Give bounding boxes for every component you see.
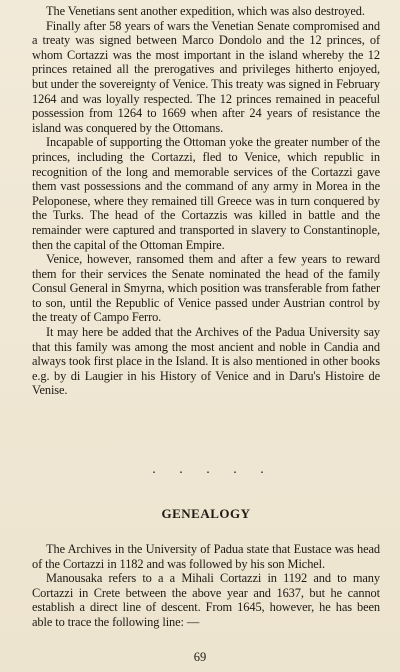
history-text: [32, 4, 380, 398]
section-separator: . . . . .: [152, 462, 274, 478]
paragraph-venetian-expedition: The Venetians sent another expedition, which was also destroyed.: [46, 4, 365, 18]
section-heading-genealogy: GENEALOGY: [161, 506, 251, 522]
genealogy-text: [32, 542, 380, 630]
paragraph-ottoman-yoke: Incapable of supporting the Ottoman yoke the greater number of the princes, including the Cortazzi, fled to Venice, which republic in recognition of the long and memorable services of the Cortazzi gave them vast possessions and the command of any army in Morea in the Peloponese, where they remained till Greece was in turn conquered by the Turks. The head of the Cortazzis was killed in battle and the remainder were captured and transported in slavery to Constantinople, then the capital of the Ottoman Empire.: [32, 135, 380, 252]
page-number: 69: [193, 650, 207, 664]
paragraph-treaty: Finally after 58 years of wars the Venetian Senate compromised and a treaty was signed between Marco Dondolo and the 12 princes, of whom Cortazzi was the most important in the island whereby the 12 princes retained all the prerogatives and privileges hitherto enjoyed, but under the sovereignty of Venice. This treaty was signed in February 1264 and was loyally respected. The 12 princes remained in peaceful possession from 1264 to 1669 when after 24 years of resistance the island was conquered by the Ottomans.: [32, 18, 380, 135]
paragraph-padua-archives: It may here be added that the Archives of the Padua University say that this family was among the most ancient and noble in Candia and always took first place in the Island. It is also mentioned in other books e.g. by di Laugier in his History of Venice and in Daru's Histoire de Venise.: [32, 325, 380, 398]
paragraph-venice-ransom: Venice, however, ransomed them and after a few years to reward them for their services the Senate nominated the head of the family Consul General in Smyrna, which position was transferable from father to son, until the Republic of Venice passed under Austrian control by the treaty of Campo Ferro.: [32, 252, 380, 325]
paragraph-manousaka: Manousaka refers to a a Mihali Cortazzi in 1192 and to many Cortazzi in Crete between the above year and 1637, but he cannot establish a direct line of descent. From 1645, however, he has been able to trace the following line: —: [32, 571, 380, 629]
paragraph-eustace: The Archives in the University of Padua state that Eustace was head of the Cortazzi in 1182 and was followed by his son Michel.: [32, 542, 380, 571]
